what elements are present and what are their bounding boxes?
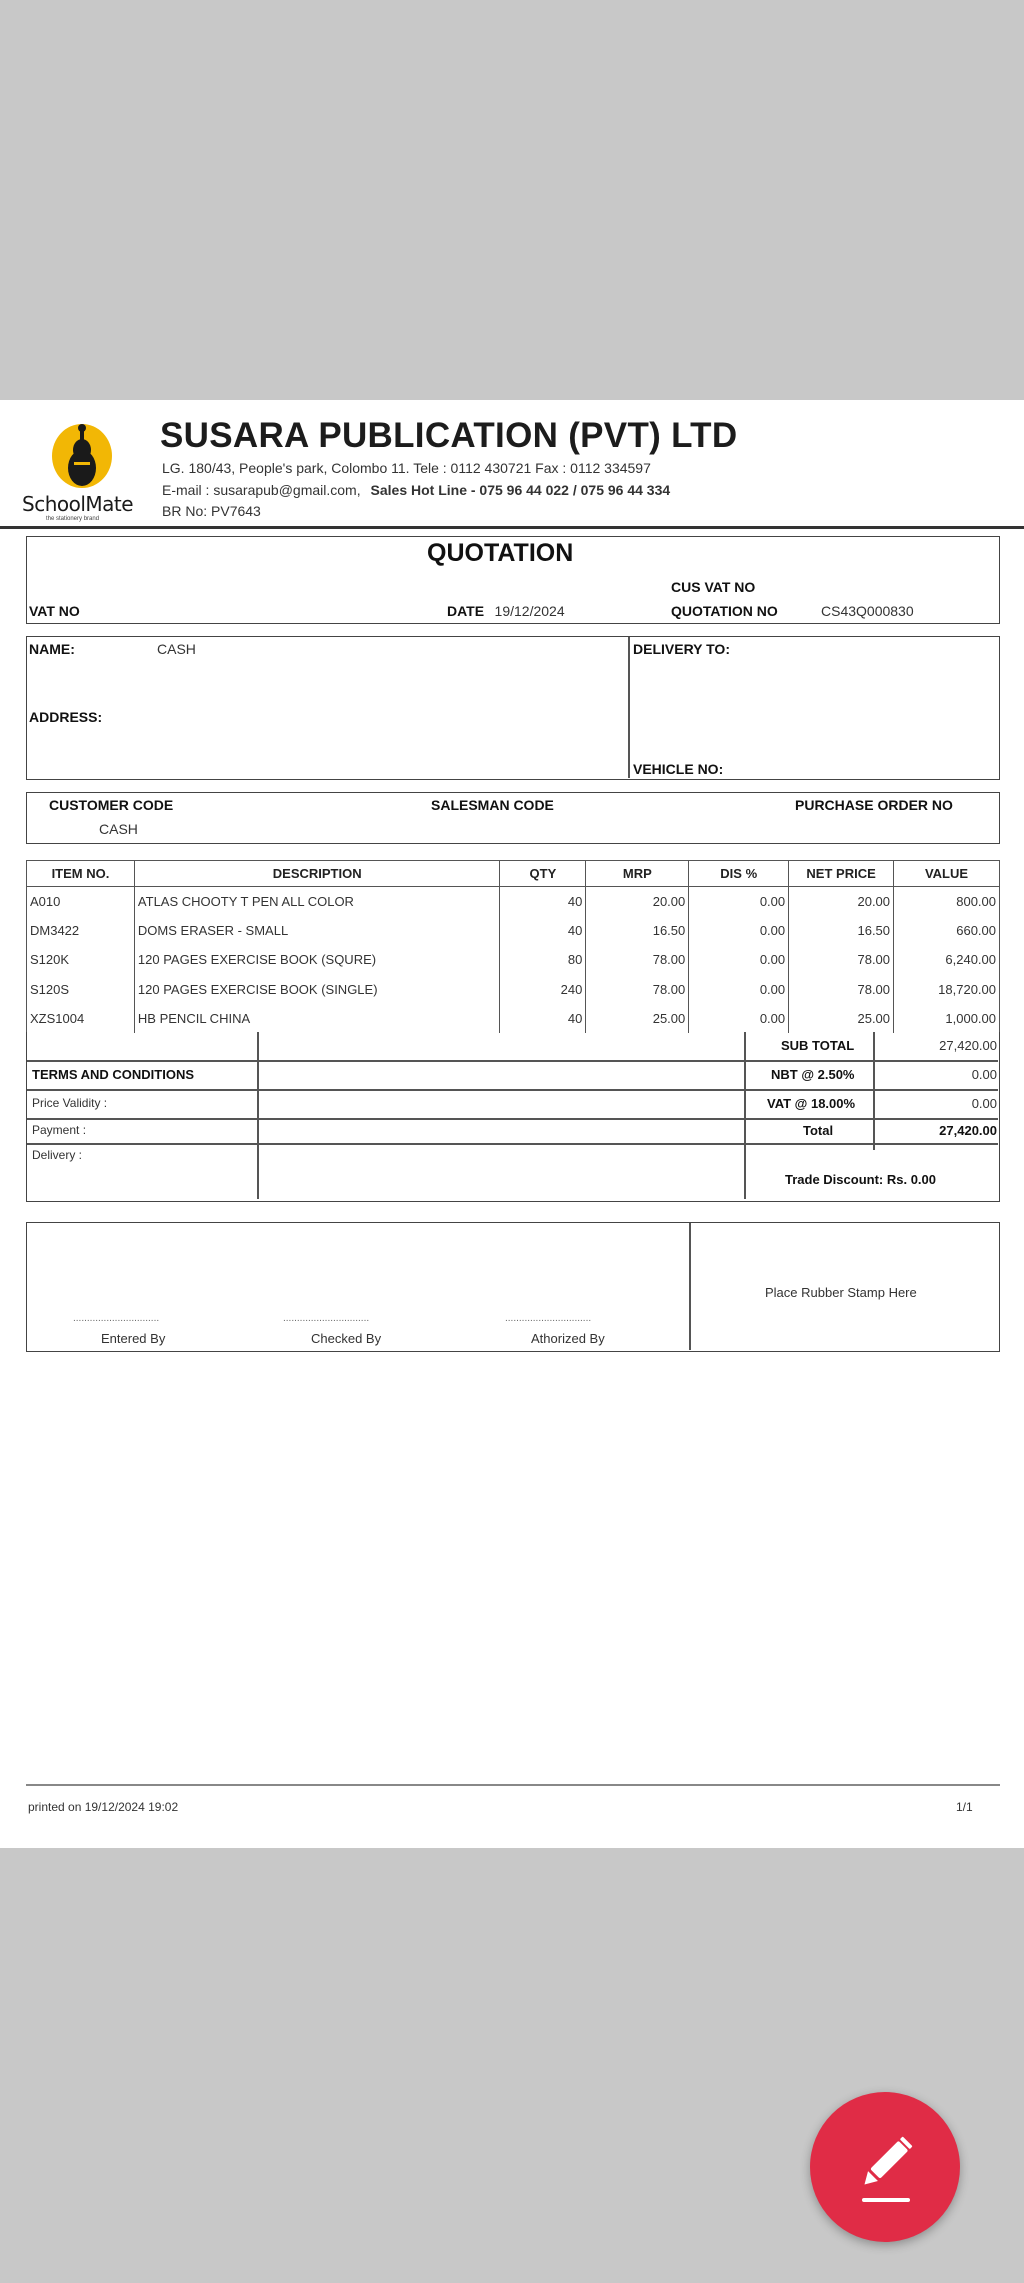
company-br-no: BR No: PV7643 (162, 503, 261, 519)
page-number: 1/1 (956, 1800, 973, 1814)
pencil-icon (810, 2092, 960, 2242)
footer-rule (26, 1784, 1000, 1786)
date-field (447, 603, 565, 621)
signature-box: ............................... Entered By ............................... Checked By ............................... Athorized By Place Rubber Stamp Here (26, 1222, 1000, 1352)
company-name: SUSARA PUBLICATION (PVT) LTD (160, 416, 738, 455)
name-label: NAME: (29, 641, 75, 657)
col-mrp: MRP (586, 861, 689, 887)
delivery-terms-label: Delivery : (32, 1148, 83, 1162)
col-qty: QTY (500, 861, 586, 887)
customer-box (26, 636, 1000, 780)
table-row: XZS1004 HB PENCIL CHINA 40 25.00 0.00 25.00 1,000.00 (27, 1004, 1000, 1033)
col-item-no: ITEM NO. (27, 861, 135, 887)
header-rule (0, 526, 1024, 529)
company-address: LG. 180/43, People's park, Colombo 11. Tele : 0112 430721 Fax : 0112 334597 (162, 460, 651, 476)
col-net-price: NET PRICE (789, 861, 894, 887)
nbt-value: 0.00 (971, 1067, 997, 1082)
name-value: CASH (157, 641, 196, 657)
sub-total-label: SUB TOTAL (781, 1038, 855, 1053)
table-row: S120K 120 PAGES EXERCISE BOOK (SQURE) 80 78.00 0.00 78.00 6,240.00 (27, 945, 1000, 974)
vehicle-no-label: VEHICLE NO: (633, 761, 724, 777)
total-label: Total (803, 1123, 834, 1138)
vat-value: 0.00 (971, 1096, 997, 1111)
col-discount: DIS % (689, 861, 789, 887)
company-contact (162, 482, 670, 498)
brand-name: SchoolMate (22, 492, 134, 516)
rubber-stamp-placeholder: Place Rubber Stamp Here (765, 1285, 917, 1300)
purchase-order-label: PURCHASE ORDER NO (795, 797, 953, 813)
quotation-header-box (26, 536, 1000, 624)
customer-code-value: CASH (99, 821, 138, 837)
document-title: QUOTATION (427, 539, 574, 567)
total-value: 27,420.00 (939, 1123, 997, 1138)
nbt-label: NBT @ 2.50% (771, 1067, 855, 1082)
quotation-no-label: QUOTATION NO (671, 603, 778, 619)
quotation-document (0, 400, 1024, 1848)
vat-no-label: VAT NO (29, 603, 80, 619)
delivery-to-label: DELIVERY TO: (633, 641, 730, 657)
sub-total-value: 27,420.00 (939, 1038, 997, 1053)
trade-discount: Trade Discount: Rs. 0.00 (785, 1172, 936, 1187)
terms-heading: TERMS AND CONDITIONS (32, 1067, 195, 1082)
date-label: DATE (447, 603, 485, 619)
printed-on: printed on 19/12/2024 19:02 (28, 1800, 179, 1814)
company-hotline: Sales Hot Line - 075 96 44 022 / 075 96 44 334 (370, 482, 671, 498)
brand-tagline: the stationery brand (46, 516, 100, 522)
price-validity-label: Price Validity : (32, 1096, 108, 1110)
table-row: DM3422 DOMS ERASER - SMALL 40 16.50 0.00 16.50 660.00 (27, 916, 1000, 945)
payment-label: Payment : (32, 1123, 87, 1137)
company-email: E-mail : susarapub@gmail.com, (162, 482, 361, 498)
quotation-no-value: CS43Q000830 (821, 603, 914, 619)
vat-label: VAT @ 18.00% (767, 1096, 856, 1111)
totals-terms-box (26, 1032, 1000, 1202)
customer-code-label: CUSTOMER CODE (49, 797, 174, 813)
cus-vat-label: CUS VAT NO (671, 579, 756, 595)
date-value: 19/12/2024 (494, 603, 565, 619)
salesman-code-label: SALESMAN CODE (431, 797, 554, 813)
table-row: S120S 120 PAGES EXERCISE BOOK (SINGLE) 240 78.00 0.00 78.00 18,720.00 (27, 975, 1000, 1004)
items-table (26, 860, 1000, 1033)
authorized-by-label: Athorized By (531, 1331, 605, 1346)
entered-by-label: Entered By (101, 1331, 166, 1346)
violin-logo-icon (48, 422, 116, 502)
table-row: A010 ATLAS CHOOTY T PEN ALL COLOR 40 20.00 0.00 20.00 800.00 (27, 887, 1000, 916)
codes-box (26, 792, 1000, 844)
checked-by-label: Checked By (311, 1331, 382, 1346)
edit-button[interactable] (810, 2092, 960, 2242)
col-description: DESCRIPTION (134, 861, 500, 887)
table-header-row (27, 861, 1000, 887)
col-value: VALUE (894, 861, 1000, 887)
address-label: ADDRESS: (29, 709, 103, 725)
